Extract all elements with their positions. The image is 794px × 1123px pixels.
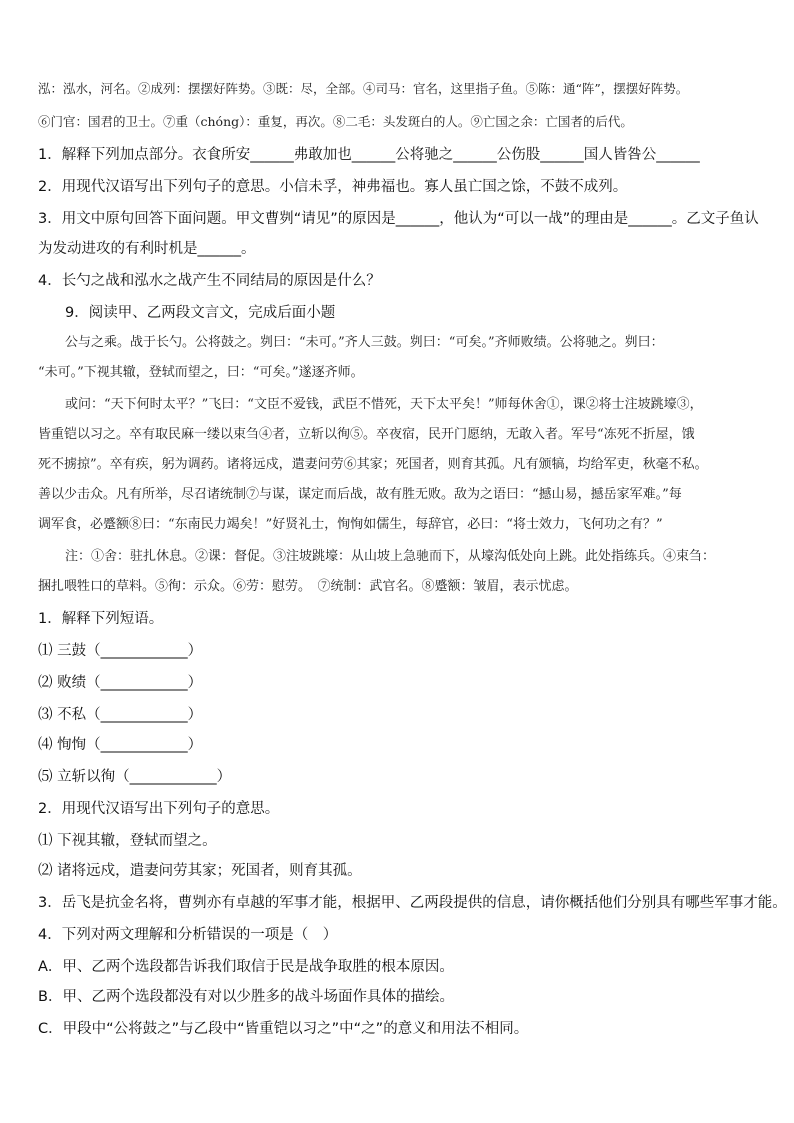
- question-line: 4．下列对两文理解和分析错误的一项是（ ）: [38, 927, 338, 943]
- question-line: 3．岳飞是抗金名将，曹刿亦有卓越的军事才能，根据甲、乙两段提供的信息，请你概括他们分别具有哪些军事才能。: [38, 895, 787, 911]
- passage-line: 死不掳掠”。卒有疾，躬为调药。诸将远戍，遣妻问劳⑥其家；死国者，则育其孤。凡有颁犒，均给军吏，秋毫不私。: [38, 457, 708, 472]
- question-line: 1．解释下列加点部分。衣食所安______弗敢加也______公将驰之______公伤股______国人皆咎公______: [38, 147, 700, 163]
- footnote-line: 泓：泓水，河名。②成列：摆摆好阵势。③既：尽，全部。④司马：官名，这里指子鱼。⑤陈：通“阵”，摆摆好阵势。: [38, 81, 689, 96]
- question-line: 9．阅读甲、乙两段文言文，完成后面小题: [65, 305, 336, 321]
- passage-line: 善以少击众。凡有所举，尽召诸统制⑦与谋，谋定而后战，故有胜无败。敌为之语曰：“撼山易，撼岳家军难。”每: [38, 487, 682, 502]
- passage-line: 或问：“天下何时太平？”飞曰：“文臣不爱钱，武臣不惜死，天下太平矣！”师每休舍①，课②将士注坡跳壕③，: [65, 397, 703, 412]
- passage-line: “未可。”下视其辙，登轼而望之，曰：“可矣。”遂逐齐师。: [38, 365, 364, 380]
- question-line: ⑷ 恂恂（____________）: [38, 737, 203, 753]
- passage-line: 调军食，必蹙额⑧曰：“东南民力竭矣！”好贤礼士，恂恂如儒生，每辞官，必曰：“将士效力，飞何功之有？”: [38, 517, 663, 532]
- question-line: ⑴ 下视其辙，登轼而望之。: [38, 833, 217, 849]
- passage-line: 捆扎喂牲口的草料。⑤徇：示众。⑥劳：慰劳。 ⑦统制：武官名。⑧蹙额：皱眉，表示忧虑。: [38, 579, 578, 594]
- passage-line: 公与之乘。战于长勺。公将鼓之。刿曰：“未可。”齐人三鼓。刿曰：“可矣。”齐师败绩。公将驰之。刿曰：: [65, 335, 664, 350]
- passage-line: 注：①舍：驻扎休息。②课：督促。③注坡跳壕：从山坡上急驰而下，从壕沟低处向上跳。此处指练兵。④束刍：: [65, 549, 716, 564]
- question-line: ⑴ 三鼓（____________）: [38, 643, 203, 659]
- question-line: 2．用现代汉语写出下列句子的意思。小信未孚，神弗福也。寡人虽亡国之馀，不鼓不成列。: [38, 179, 628, 195]
- question-line: 1．解释下列短语。: [38, 611, 164, 627]
- question-line: ⑵ 败绩（____________）: [38, 675, 203, 691]
- question-line: ⑸ 立斩以徇（____________）: [38, 769, 232, 785]
- passage-line: 皆重铠以习之。卒有取民麻一缕以束刍④者，立斩以徇⑤。卒夜宿，民开门愿纳，无敢入者。军号“冻死不折屋，饿: [38, 427, 695, 442]
- footnote-line: ⑥门官：国君的卫士。⑦重（chóng）：重复，再次。⑧二毛：头发斑白的人。⑨亡国之余：亡国者的后代。: [38, 114, 633, 129]
- question-line: A．甲、乙两个选段都告诉我们取信于民是战争取胜的根本原因。: [38, 959, 454, 975]
- question-line: C．甲段中“公将鼓之”与乙段中“皆重铠以习之”中“之”的意义和用法不相同。: [38, 1021, 529, 1037]
- question-line: ⑶ 不私（____________）: [38, 707, 203, 723]
- question-line: 3．用文中原句回答下面问题。甲文曹刿“请见”的原因是______，他认为“可以一战”的理由是______。乙文子鱼认: [38, 211, 759, 227]
- question-line: 4．长勺之战和泓水之战产生不同结局的原因是什么？: [38, 273, 381, 289]
- question-line: 为发动进攻的有利时机是______。: [38, 241, 256, 257]
- question-line: B．甲、乙两个选段都没有对以少胜多的战斗场面作具体的描绘。: [38, 989, 454, 1005]
- question-line: 2．用现代汉语写出下列句子的意思。: [38, 801, 280, 817]
- question-line: ⑵ 诸将远戍，遣妻问劳其家；死国者，则育其孤。: [38, 863, 362, 879]
